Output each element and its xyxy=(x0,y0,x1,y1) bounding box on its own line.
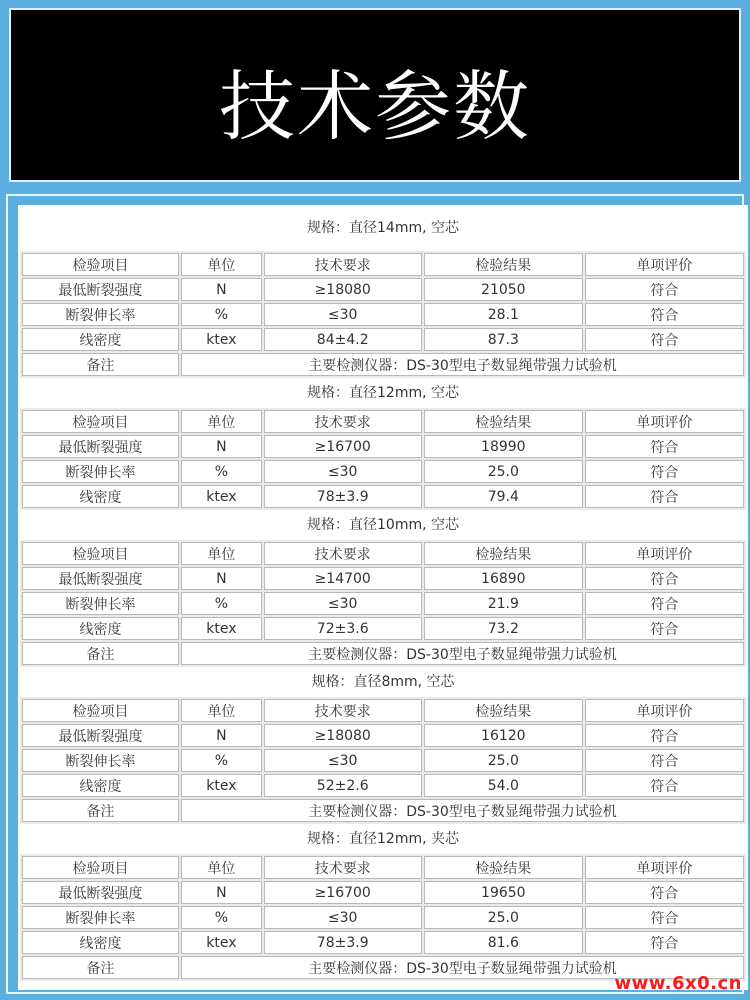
table-row xyxy=(22,485,744,508)
table-cell: 72±3.6 xyxy=(264,617,422,640)
note-value: 主要检测仪器：DS-30型电子数显绳带强力试验机 xyxy=(181,799,744,822)
table-cell: 断裂伸长率 xyxy=(22,303,179,326)
table-cell: % xyxy=(181,303,262,326)
table-cell: 78±3.9 xyxy=(264,485,422,508)
table-row xyxy=(22,435,744,458)
table-row xyxy=(22,931,744,954)
table-cell: 符合 xyxy=(585,592,744,615)
table-cell: ≤30 xyxy=(264,460,422,483)
table-header-row xyxy=(22,410,744,433)
column-header: 单位 xyxy=(181,856,262,879)
spec-table xyxy=(20,408,746,510)
table-cell: 符合 xyxy=(585,617,744,640)
table-cell: 符合 xyxy=(585,460,744,483)
note-label: 备注 xyxy=(22,642,179,665)
table-cell: ≥18080 xyxy=(264,724,422,747)
column-header: 检验结果 xyxy=(424,856,583,879)
header-frame xyxy=(9,8,741,182)
column-header: 技术要求 xyxy=(264,253,422,276)
table-cell: 符合 xyxy=(585,485,744,508)
spec-title: 规格：直径10mm, 空芯 xyxy=(18,510,748,540)
table-header-row xyxy=(22,699,744,722)
table-cell: 73.2 xyxy=(424,617,583,640)
spec-block xyxy=(18,824,748,981)
table-cell: % xyxy=(181,460,262,483)
table-cell: 最低断裂强度 xyxy=(22,435,179,458)
table-cell: 符合 xyxy=(585,328,744,351)
table-cell: 52±2.6 xyxy=(264,774,422,797)
table-cell: ≥18080 xyxy=(264,278,422,301)
table-row xyxy=(22,592,744,615)
table-cell: N xyxy=(181,435,262,458)
note-row xyxy=(22,799,744,822)
spec-block xyxy=(18,205,748,378)
table-cell: 符合 xyxy=(585,931,744,954)
table-row xyxy=(22,567,744,590)
table-cell: 最低断裂强度 xyxy=(22,724,179,747)
note-row xyxy=(22,642,744,665)
spec-title: 规格：直径14mm, 空芯 xyxy=(18,205,748,251)
column-header: 检验项目 xyxy=(22,699,179,722)
table-row xyxy=(22,617,744,640)
table-cell: 线密度 xyxy=(22,931,179,954)
table-cell: ≥14700 xyxy=(264,567,422,590)
table-cell: 断裂伸长率 xyxy=(22,592,179,615)
table-cell: ≤30 xyxy=(264,303,422,326)
column-header: 技术要求 xyxy=(264,410,422,433)
table-cell: 最低断裂强度 xyxy=(22,567,179,590)
note-label: 备注 xyxy=(22,956,179,979)
table-row xyxy=(22,278,744,301)
table-cell: 符合 xyxy=(585,303,744,326)
table-cell: ktex xyxy=(181,931,262,954)
table-cell: 25.0 xyxy=(424,460,583,483)
column-header: 技术要求 xyxy=(264,699,422,722)
table-cell: 79.4 xyxy=(424,485,583,508)
note-value: 主要检测仪器：DS-30型电子数显绳带强力试验机 xyxy=(181,956,744,979)
table-cell: 最低断裂强度 xyxy=(22,278,179,301)
note-row xyxy=(22,353,744,376)
table-cell: 线密度 xyxy=(22,774,179,797)
column-header: 单项评价 xyxy=(585,699,744,722)
column-header: 检验项目 xyxy=(22,253,179,276)
table-row xyxy=(22,724,744,747)
table-cell: 符合 xyxy=(585,881,744,904)
table-cell: 最低断裂强度 xyxy=(22,881,179,904)
table-cell: ktex xyxy=(181,328,262,351)
table-cell: 符合 xyxy=(585,906,744,929)
column-header: 检验结果 xyxy=(424,253,583,276)
column-header: 检验结果 xyxy=(424,699,583,722)
column-header: 单项评价 xyxy=(585,856,744,879)
table-cell: % xyxy=(181,592,262,615)
spec-block xyxy=(18,667,748,824)
column-header: 检验项目 xyxy=(22,856,179,879)
table-cell: 断裂伸长率 xyxy=(22,460,179,483)
note-value: 主要检测仪器：DS-30型电子数显绳带强力试验机 xyxy=(181,353,744,376)
column-header: 单位 xyxy=(181,410,262,433)
table-row xyxy=(22,749,744,772)
table-cell: 25.0 xyxy=(424,906,583,929)
column-header: 单位 xyxy=(181,253,262,276)
table-header-row xyxy=(22,856,744,879)
table-cell: 81.6 xyxy=(424,931,583,954)
table-header-row xyxy=(22,253,744,276)
table-cell: N xyxy=(181,881,262,904)
column-header: 单位 xyxy=(181,542,262,565)
column-header: 技术要求 xyxy=(264,542,422,565)
table-cell: 断裂伸长率 xyxy=(22,749,179,772)
table-cell: 87.3 xyxy=(424,328,583,351)
table-cell: 符合 xyxy=(585,774,744,797)
table-row xyxy=(22,906,744,929)
table-cell: % xyxy=(181,906,262,929)
table-cell: 28.1 xyxy=(424,303,583,326)
note-value: 主要检测仪器：DS-30型电子数显绳带强力试验机 xyxy=(181,642,744,665)
table-cell: N xyxy=(181,567,262,590)
spec-title: 规格：直径8mm, 空芯 xyxy=(18,667,748,697)
header-banner xyxy=(0,0,750,190)
column-header: 单项评价 xyxy=(585,410,744,433)
note-label: 备注 xyxy=(22,353,179,376)
spec-content xyxy=(18,205,748,990)
table-row xyxy=(22,881,744,904)
spec-title: 规格：直径12mm, 夹芯 xyxy=(18,824,748,854)
table-cell: 21050 xyxy=(424,278,583,301)
table-cell: 25.0 xyxy=(424,749,583,772)
table-cell: ≥16700 xyxy=(264,881,422,904)
table-cell: 符合 xyxy=(585,435,744,458)
column-header: 单位 xyxy=(181,699,262,722)
table-cell: 断裂伸长率 xyxy=(22,906,179,929)
table-cell: 线密度 xyxy=(22,485,179,508)
page-title: 技术参数 xyxy=(219,62,531,151)
table-cell: 符合 xyxy=(585,724,744,747)
column-header: 检验结果 xyxy=(424,542,583,565)
table-row xyxy=(22,328,744,351)
column-header: 检验项目 xyxy=(22,542,179,565)
column-header: 检验项目 xyxy=(22,410,179,433)
table-cell: 18990 xyxy=(424,435,583,458)
table-cell: 19650 xyxy=(424,881,583,904)
spec-table xyxy=(20,540,746,667)
table-cell: ktex xyxy=(181,774,262,797)
table-row xyxy=(22,303,744,326)
spec-title: 规格：直径12mm, 空芯 xyxy=(18,378,748,408)
table-cell: ≤30 xyxy=(264,906,422,929)
table-row xyxy=(22,460,744,483)
table-cell: 16120 xyxy=(424,724,583,747)
table-cell: 54.0 xyxy=(424,774,583,797)
spec-block xyxy=(18,378,748,510)
spec-panel xyxy=(0,190,750,1000)
table-cell: 符合 xyxy=(585,749,744,772)
watermark: www.6x0.cn xyxy=(614,973,742,994)
table-row xyxy=(22,774,744,797)
spec-panel-frame xyxy=(6,194,744,994)
note-label: 备注 xyxy=(22,799,179,822)
table-cell: N xyxy=(181,724,262,747)
table-cell: 84±4.2 xyxy=(264,328,422,351)
table-cell: 21.9 xyxy=(424,592,583,615)
table-header-row xyxy=(22,542,744,565)
spec-table xyxy=(20,697,746,824)
table-cell: ktex xyxy=(181,485,262,508)
column-header: 单项评价 xyxy=(585,253,744,276)
table-cell: % xyxy=(181,749,262,772)
table-cell: 线密度 xyxy=(22,328,179,351)
table-cell: ≤30 xyxy=(264,592,422,615)
table-cell: 符合 xyxy=(585,278,744,301)
table-cell: ≥16700 xyxy=(264,435,422,458)
table-cell: N xyxy=(181,278,262,301)
spec-table xyxy=(20,251,746,378)
table-cell: 78±3.9 xyxy=(264,931,422,954)
column-header: 单项评价 xyxy=(585,542,744,565)
spec-block xyxy=(18,510,748,667)
column-header: 技术要求 xyxy=(264,856,422,879)
table-cell: ktex xyxy=(181,617,262,640)
table-cell: ≤30 xyxy=(264,749,422,772)
table-cell: 16890 xyxy=(424,567,583,590)
column-header: 检验结果 xyxy=(424,410,583,433)
spec-table xyxy=(20,854,746,981)
table-cell: 线密度 xyxy=(22,617,179,640)
table-cell: 符合 xyxy=(585,567,744,590)
